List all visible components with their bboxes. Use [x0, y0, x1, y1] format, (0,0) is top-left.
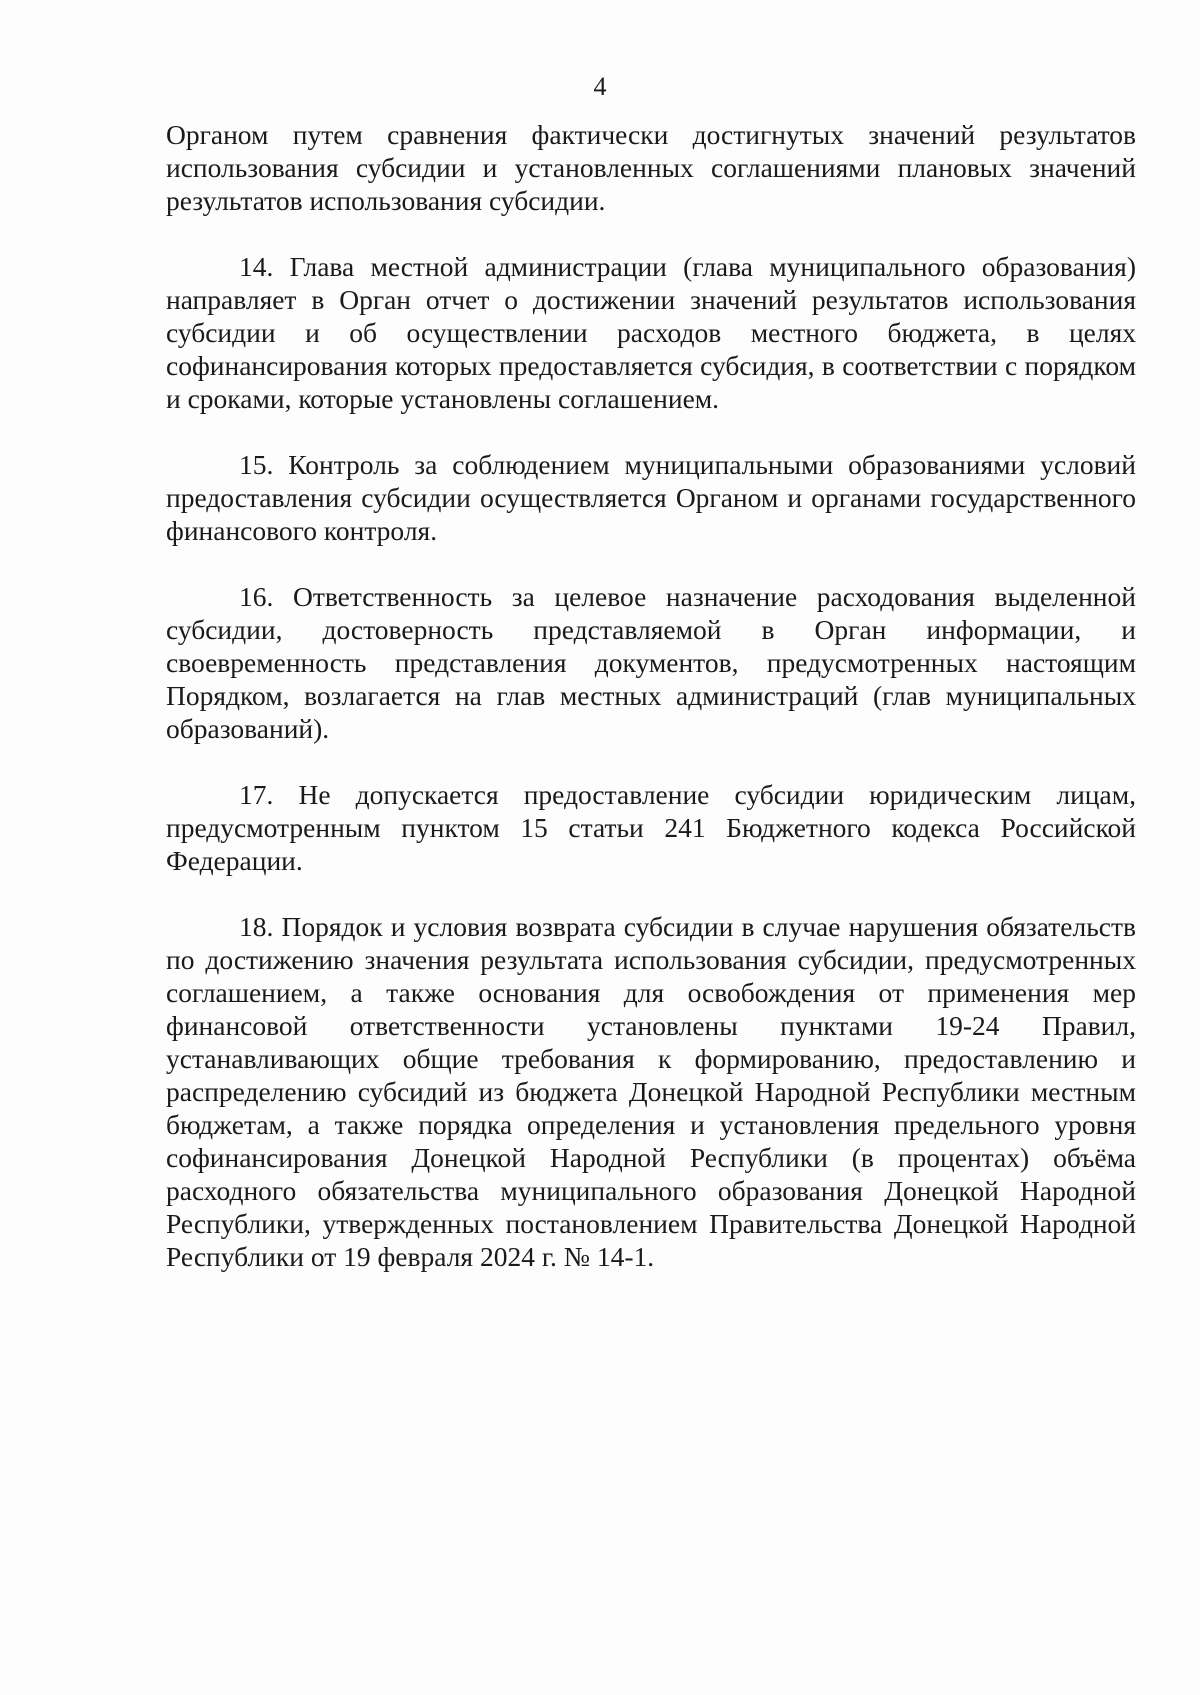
paragraph-16: 16. Ответственность за целевое назначение расходования выделенной субсидии, достоверность представляемой в Орган информации, и своевременность представления документов, предусмотренных настоящим Порядком, возлагается на глав местных администраций (глав муниципальных образований). [166, 581, 1136, 744]
paragraph-17: 17. Не допускается предоставление субсидии юридическим лицам, предусмотренным пунктом 15 статьи 241 Бюджетного кодекса Российской Федерации. [166, 779, 1136, 876]
paragraph-gap [166, 745, 1136, 778]
paragraph-gap [166, 415, 1136, 448]
paragraph-continuation: Органом путем сравнения фактически достигнутых значений результатов использования субсидии и установленных соглашениями плановых значений результатов использования субсидии. [166, 119, 1136, 216]
document-body [166, 118, 1136, 1273]
paragraph-gap [166, 547, 1136, 580]
paragraph-gap [166, 217, 1136, 250]
paragraph-gap [166, 877, 1136, 910]
paragraph-15: 15. Контроль за соблюдением муниципальными образованиями условий предоставления субсидии осуществляется Органом и органами государственного финансового контроля. [166, 449, 1136, 546]
paragraph-18: 18. Порядок и условия возврата субсидии в случае нарушения обязательств по достижению значения результата использования субсидии, предусмотренных соглашением, а также основания для освобождения от применения мер финансовой ответственности установлены пунктами 19-24 Правил, устанавливающих общие требования к формированию, предоставлению и распределению субсидий из бюджета Донецкой Народной Республики местным бюджетам, а также порядка определения и установления предельного уровня софинансирования Донецкой Народной Республики (в процентах) объёма расходного обязательства муниципального образования Донецкой Народной Республики, утвержденных постановлением Правительства Донецкой Народной Республики от 19 февраля 2024 г. № 14-1. [166, 911, 1136, 1272]
paragraph-14: 14. Глава местной администрации (глава муниципального образования) направляет в Орган отчет о достижении значений результатов использования субсидии и об осуществлении расходов местного бюджета, в целях софинансирования которых предоставляется субсидия, в соответствии с порядком и сроками, которые установлены соглашением. [166, 251, 1136, 414]
page-number: 4 [593, 72, 607, 101]
